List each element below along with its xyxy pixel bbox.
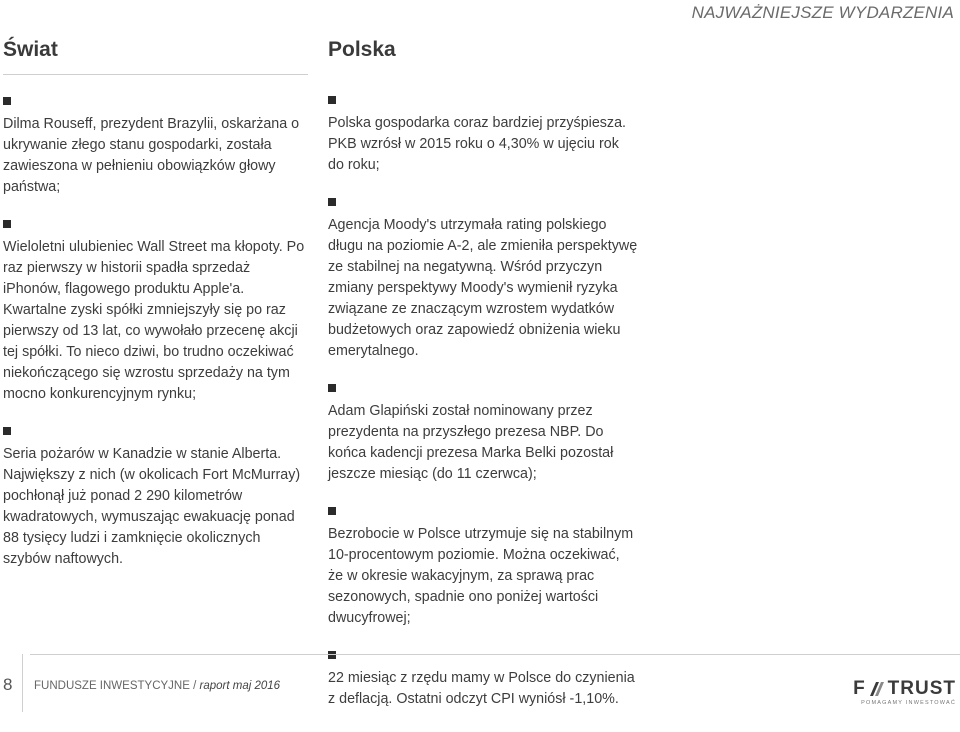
news-item-gdp <box>328 96 638 176</box>
world-section-title: Świat <box>3 38 308 75</box>
news-item-apple <box>3 220 308 405</box>
logo-slash-icon <box>866 681 888 697</box>
news-item-nbp <box>328 384 638 485</box>
section-header-label: NAJWAŻNIEJSZE WYDARZENIA <box>691 3 954 22</box>
news-item-brazil <box>3 97 308 198</box>
poland-news-list <box>328 96 638 710</box>
ftrust-logo <box>853 679 956 706</box>
news-item-text: Wieloletni ulubieniec Wall Street ma kłopoty. Po raz pierwszy w historii spadła sprzedaż iPhonów, flagowego produktu Apple'a. Kwartalne zyski spółki zmniejszyły się po raz pierwszy od 13 lat, co wywołało przecenę akcji tej spółki. To nieco dziwi, bo trudno oczekiwać niekończącego się wzrostu sprzedaży na tym mocno konkurencyjnym rynku; <box>3 239 305 402</box>
footer-rule <box>30 654 960 655</box>
magazine-title <box>34 680 280 692</box>
page-number: 8 <box>3 675 13 694</box>
footer-divider <box>22 654 23 712</box>
square-bullet-icon <box>3 427 11 435</box>
poland-column <box>328 38 638 732</box>
news-item-text: Seria pożarów w Kanadzie w stanie Alberta. Największy z nich (w okolicach Fort McMurray) pochłonął już ponad 2 290 kilometrów kwadratowych, wymuszając ewakuację ponad 88 tysięcy ludzi i zamknięcie okolicznych szybów naftowych. <box>3 446 301 567</box>
news-item-text: Bezrobocie w Polsce utrzymuje się na stabilnym 10-procentowym poziomie. Można oczekiwać, że w okresie wakacyjnym, za sprawą prac sezonowych, spadnie ono poniżej wartości dwucyfrowej; <box>328 526 634 626</box>
brand-tagline: POMAGAMY INWESTOWAĆ <box>861 700 956 706</box>
brand-letter-f: F <box>853 678 866 699</box>
square-bullet-icon <box>328 384 336 392</box>
issue-label: raport maj 2016 <box>199 680 281 692</box>
news-item-text: Adam Glapiński został nominowany przez prezydenta na przyszłego prezesa NBP. Do końca kadencji prezesa Marka Belki pozostał jeszcze miesiąc (do 11 czerwca); <box>328 403 614 482</box>
brand-word-trust: TRUST <box>887 678 956 699</box>
news-item-text: 22 miesiąc z rzędu mamy w Polsce do czynienia z deflacją. Ostatni odczyt CPI wyniósł -1,10%. <box>328 670 635 707</box>
news-item-moodys <box>328 198 638 362</box>
world-news-list <box>3 97 308 570</box>
poland-section-title: Polska <box>328 38 396 61</box>
news-item-unemployment <box>328 507 638 629</box>
magazine-separator: / <box>193 680 197 692</box>
news-item-text: Polska gospodarka coraz bardziej przyśpiesza. PKB wzrósł w 2015 roku o 4,30% w ujęciu rok do roku; <box>328 115 627 173</box>
news-item-text: Dilma Rouseff, prezydent Brazylii, oskarżana o ukrywanie złego stanu gospodarki, została zawieszona w pełnieniu obowiązków głowy państwa; <box>3 116 300 195</box>
square-bullet-icon <box>328 96 336 104</box>
page-footer <box>0 654 960 712</box>
square-bullet-icon <box>328 507 336 515</box>
magazine-name: FUNDUSZE INWESTYCYJNE <box>34 680 190 692</box>
square-bullet-icon <box>3 220 11 228</box>
news-item-canada-fires <box>3 427 308 570</box>
brand-wordmark <box>853 679 956 698</box>
square-bullet-icon <box>3 97 11 105</box>
square-bullet-icon <box>328 198 336 206</box>
world-column <box>3 38 308 592</box>
news-item-text: Agencja Moody's utrzymała rating polskiego długu na poziomie A-2, ale zmieniła perspektywę ze stabilnej na negatywną. Wśród przyczyn zmiany perspektywy Moody's wymienił ryzyka związane ze znaczącym wzrostem wydatków budżetowych oraz zapowiedź obniżenia wieku emerytalnego. <box>328 217 638 359</box>
